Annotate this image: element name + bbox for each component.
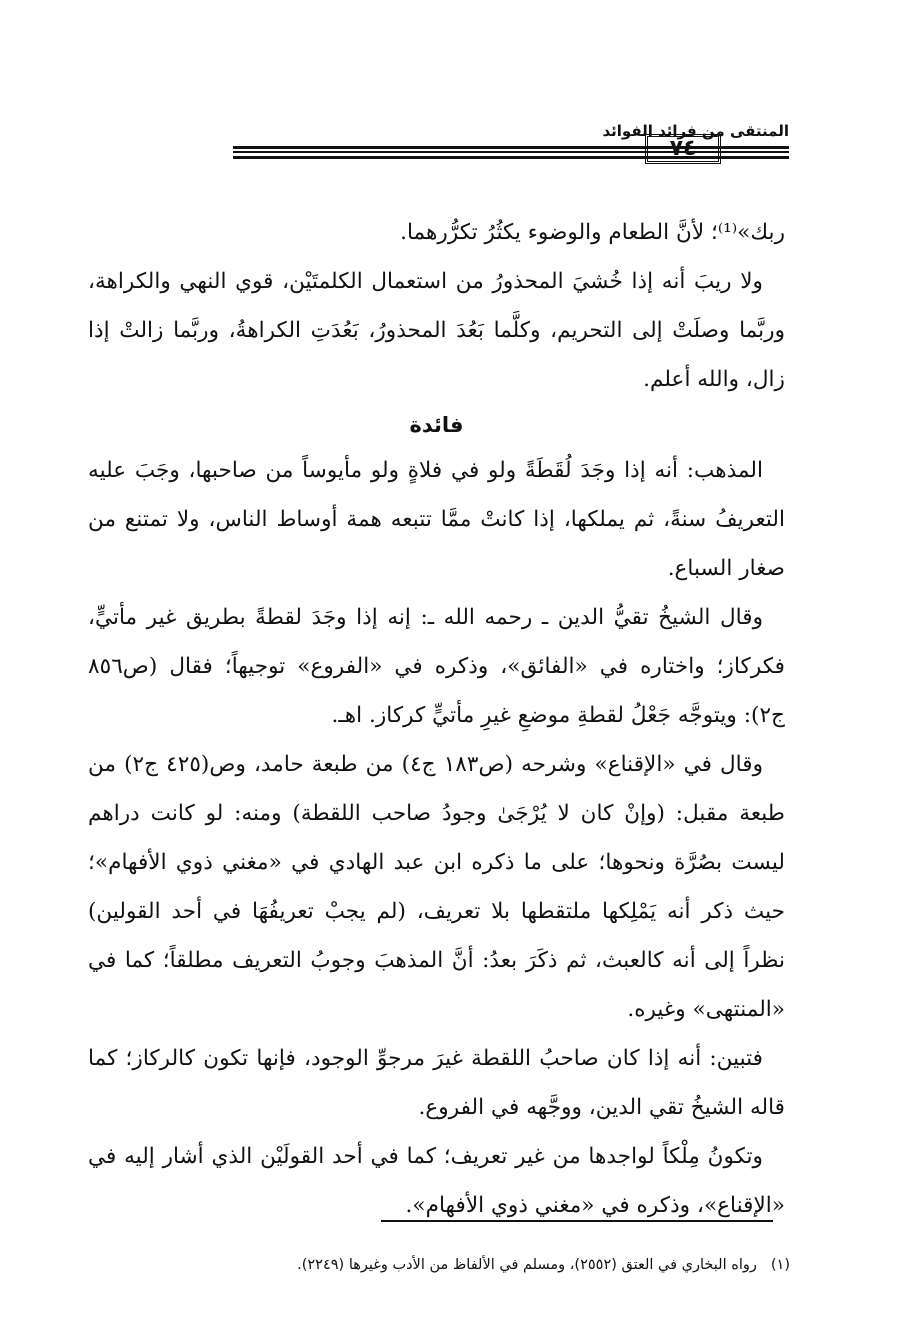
paragraph: ولا ريبَ أنه إذا خُشيَ المحذورُ من استعمال الكلمتَيْن، قوي النهي والكراهة، وربَّما وصلَتْ إلى التحريم، وكلَّما بَعُدَ المحذورُ، بَعُدَتِ الكراهةُ، وربَّما زالتْ إذا زال، والله أعلم. <box>88 269 785 392</box>
footnote-separator <box>381 1220 773 1222</box>
paragraph: فتبين: أنه إذا كان صاحبُ اللقطة غيرَ مرجوِّ الوجود، فإنها تكون كالركاز؛ كما قاله الشيخُ تقي الدين، ووجَّهه في الفروع. <box>88 1046 785 1120</box>
page-body <box>88 208 785 1230</box>
paragraph: وتكونُ مِلْكاً لواجدها من غير تعريف؛ كما في أحد القولَيْن الذي أشار إليه في «الإقناع»، وذكره في «مغني ذوي الأفهام». <box>88 1144 785 1218</box>
footnote-text: رواه البخاري في العتق (٢٥٥٢)، ومسلم في الألفاظ من الأدب وغيرها (٢٢٤٩). <box>297 1257 757 1273</box>
page-number: ٧٤ <box>645 134 721 164</box>
header-rule <box>721 146 789 149</box>
paragraph: وقال في «الإقناع» وشرحه (ص١٨٣ ج٤) من طبعة حامد، وص(٤٢٥ ج٢) من طبعة مقبل: (وإنْ كان لا يُرْجَىٰ وجودُ صاحب اللقطة) ومنه: لو كانت دراهم ليست بصُرَّة ونحوها؛ على ما ذكره ابن عبد الهادي في «مغني ذوي الأفهام»؛ حيث ذكر أنه يَمْلِكها ملتقطها بلا تعريف، (لم يجبْ تعريفُهَا في أحد القولين) نظراً إلى أنه كالعبث، ثم ذكَرَ بعدُ: أنَّ المذهبَ وجوبُ التعريف مطلقاً؛ كما في «المنتهى» وغيره. <box>88 752 785 1022</box>
header-rule <box>233 146 637 149</box>
header-rule <box>721 151 789 153</box>
paragraph: وقال الشيخُ تقيُّ الدين ـ رحمه الله ـ: إنه إذا وجَدَ لقطةً بطريق غير مأتيٍّ، فكركاز؛ واختاره في «الفائق»، وذكره في «الفروع» توجيهاً؛ فقال (ص٨٥٦ ج٢): ويتوجَّه جَعْلُ لقطةِ موضعِ غيرِ مأتيٍّ كركاز. اهـ. <box>88 605 785 728</box>
header-rule <box>233 156 637 159</box>
footnote <box>100 1253 790 1277</box>
paragraph: المذهب: أنه إذا وجَدَ لُقَطَةً ولو في فلاةٍ ولو مأيوساً من صاحبها، وجَبَ عليه التعريفُ سنةً، ثم يملكها، إذا كانتْ ممَّا تتبعه همة أوساط الناس، ولا تمتنع من صغار السباع. <box>88 458 785 581</box>
footnote-marker: (١) <box>770 1257 790 1273</box>
header-rule <box>721 156 789 159</box>
section-heading: فائدة <box>409 413 464 437</box>
header-rule <box>233 151 637 153</box>
paragraph: ربك»⁽¹⁾؛ لأنَّ الطعام والوضوء يكثُرُ تكرُّرهما. <box>400 220 785 245</box>
running-title: المنتقى من فرائد الفوائد <box>602 122 789 140</box>
